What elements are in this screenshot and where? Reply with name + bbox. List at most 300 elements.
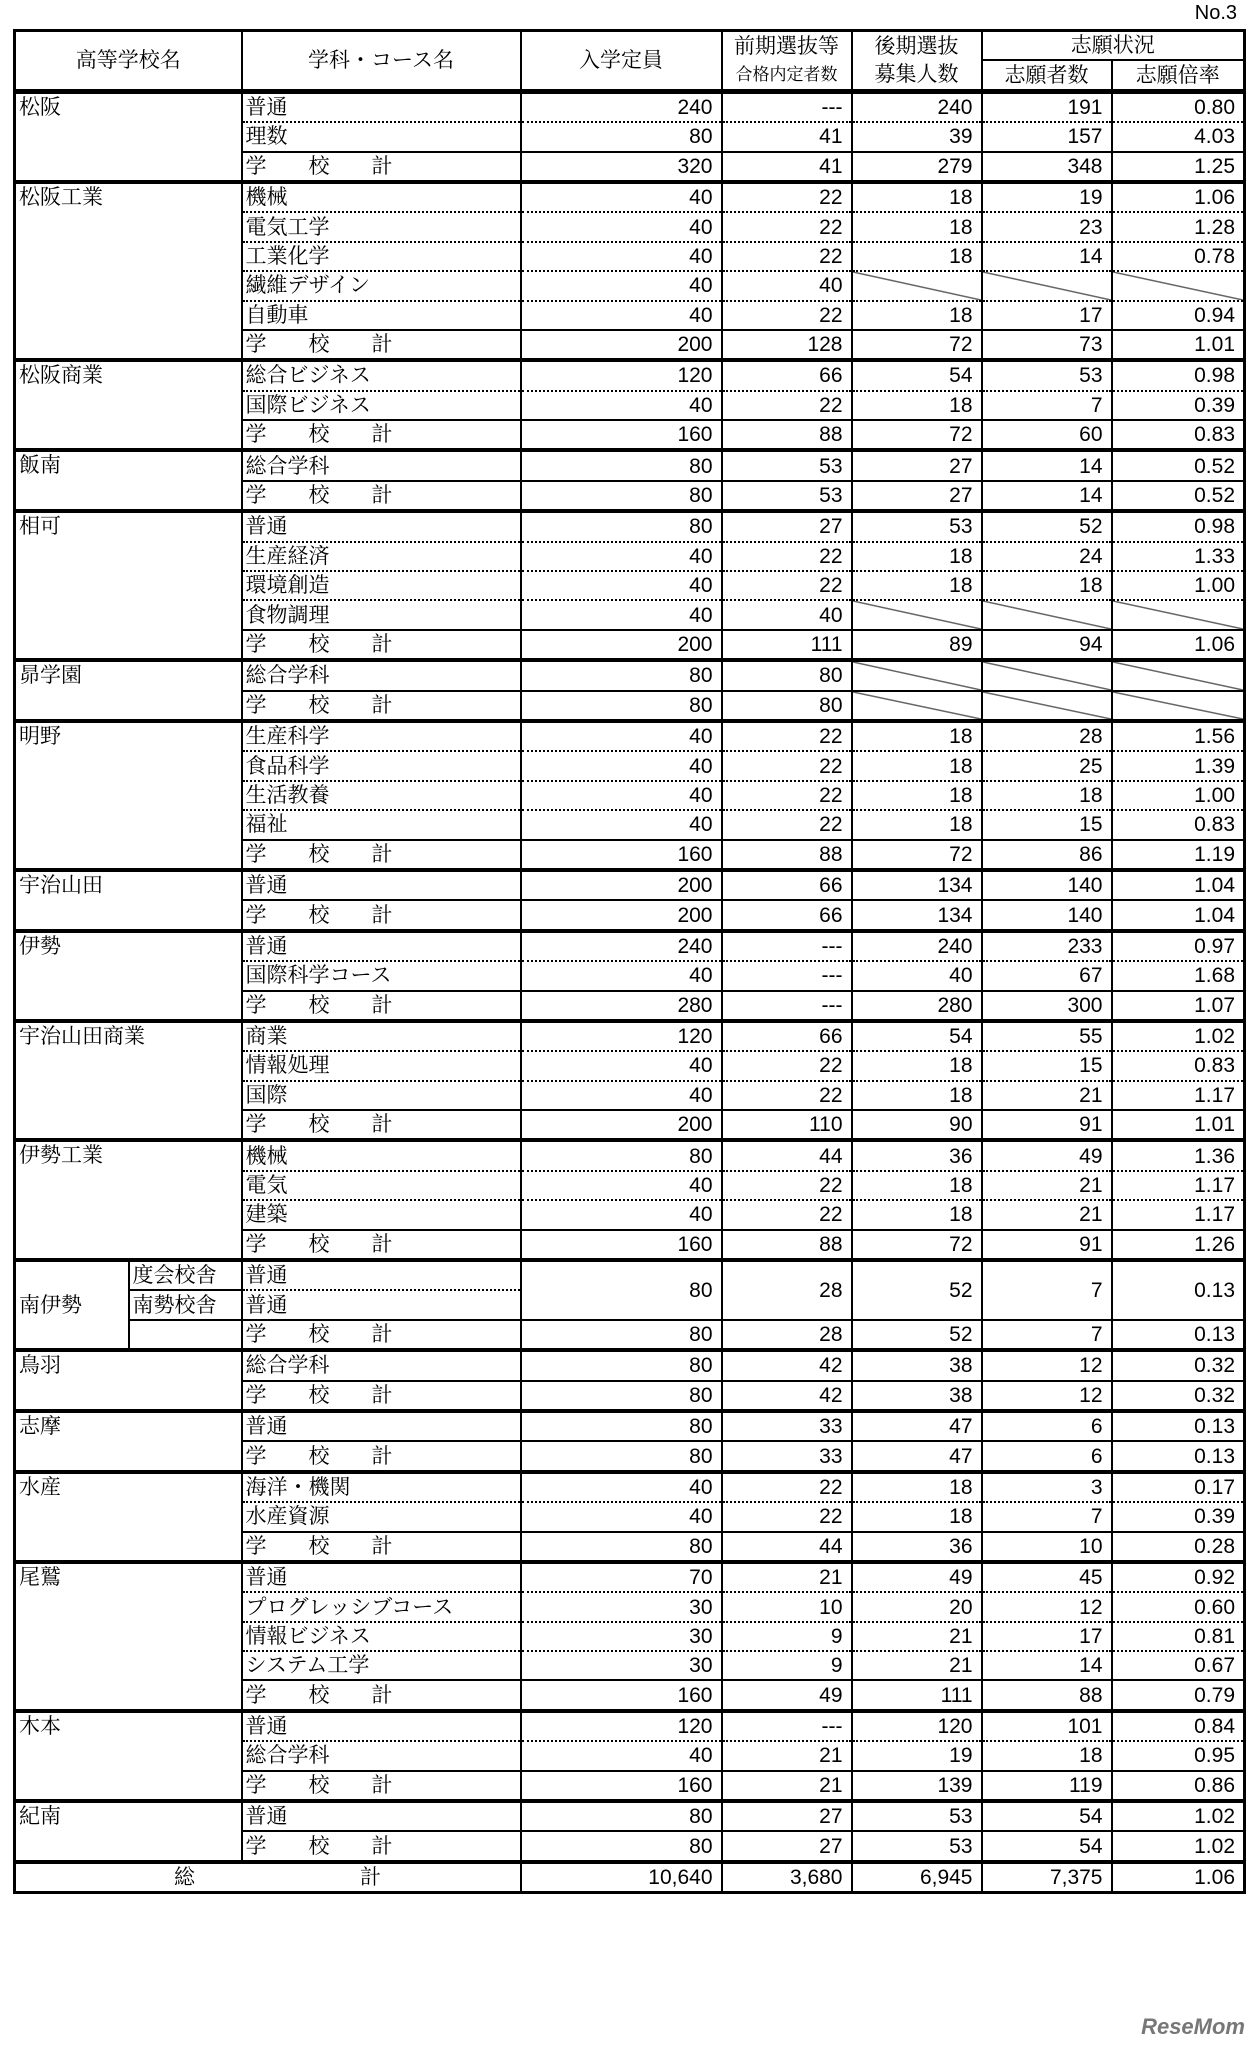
course-name: 総合学科 <box>242 1350 521 1380</box>
resemom-logo: ReseMom <box>1141 2014 1245 2039</box>
early-admitted-cell: 80 <box>722 660 852 690</box>
header-school: 高等学校名 <box>15 31 242 92</box>
capacity-cell: 80 <box>521 1831 722 1861</box>
capacity-cell: 80 <box>521 1140 722 1170</box>
applicants-cell: 15 <box>982 1051 1112 1080</box>
early-admitted-cell: 44 <box>722 1140 852 1170</box>
ratio-cell: 1.17 <box>1112 1200 1245 1229</box>
applicants-cell: 6 <box>982 1441 1112 1471</box>
course-name: 普通 <box>242 511 521 541</box>
late-quota-cell: 134 <box>852 900 982 930</box>
table-row <box>15 1711 1245 1741</box>
header-late-bottom: 募集人数 <box>852 60 982 91</box>
table-row <box>15 1260 1245 1290</box>
late-quota-cell: 18 <box>852 182 982 212</box>
subtotal-label: 学 校 計 <box>242 991 521 1021</box>
header-status: 志願状況 <box>982 31 1245 61</box>
late-quota-cell: 18 <box>852 751 982 780</box>
capacity-cell: 30 <box>521 1651 722 1680</box>
early-admitted-cell: 80 <box>722 691 852 721</box>
late-quota-cell: 54 <box>852 1021 982 1051</box>
subtotal-label: 学 校 計 <box>242 1771 521 1801</box>
ratio-cell: 0.52 <box>1112 450 1245 480</box>
capacity-cell: 40 <box>521 961 722 990</box>
applicants-cell: 19 <box>982 182 1112 212</box>
late-quota-cell-blank <box>852 600 982 629</box>
ratio-cell: 0.94 <box>1112 301 1245 330</box>
ratio-cell: 0.32 <box>1112 1350 1245 1380</box>
school-name: 紀南 <box>15 1801 242 1862</box>
early-admitted-cell: 27 <box>722 1831 852 1861</box>
applicants-cell: 94 <box>982 630 1112 660</box>
course-name: 水産資源 <box>242 1502 521 1531</box>
applicants-cell: 7,375 <box>982 1862 1112 1893</box>
course-name: 情報ビジネス <box>242 1622 521 1651</box>
ratio-cell-blank <box>1112 691 1245 721</box>
capacity-cell: 160 <box>521 1230 722 1260</box>
school-name: 明野 <box>15 721 242 870</box>
late-quota-cell: 72 <box>852 420 982 450</box>
late-quota-cell: 36 <box>852 1140 982 1170</box>
applicants-cell: 18 <box>982 571 1112 600</box>
early-admitted-cell: 33 <box>722 1411 852 1441</box>
grand-total-label <box>15 1862 521 1893</box>
header-early-top: 前期選抜等 <box>722 31 852 61</box>
course-name: 総合学科 <box>242 660 521 690</box>
ratio-cell: 0.78 <box>1112 242 1245 271</box>
ratio-cell: 1.00 <box>1112 571 1245 600</box>
early-admitted-cell: 110 <box>722 1110 852 1140</box>
applicants-cell: 21 <box>982 1171 1112 1200</box>
ratio-cell: 0.32 <box>1112 1381 1245 1411</box>
late-quota-cell: 89 <box>852 630 982 660</box>
late-quota-cell-blank <box>852 271 982 300</box>
ratio-cell: 0.84 <box>1112 1711 1245 1741</box>
late-quota-cell: 54 <box>852 360 982 390</box>
subtotal-label: 学 校 計 <box>242 900 521 930</box>
capacity-cell: 10,640 <box>521 1862 722 1893</box>
late-quota-cell: 279 <box>852 152 982 182</box>
course-name: 生産経済 <box>242 542 521 571</box>
late-quota-cell: 53 <box>852 511 982 541</box>
applicants-cell: 101 <box>982 1711 1112 1741</box>
ratio-cell: 4.03 <box>1112 122 1245 151</box>
early-admitted-cell: 22 <box>722 751 852 780</box>
capacity-cell: 40 <box>521 1472 722 1502</box>
page-number: No.3 <box>1194 2 1237 24</box>
early-admitted-cell: 22 <box>722 182 852 212</box>
capacity-cell: 80 <box>521 1260 722 1320</box>
applicants-cell: 49 <box>982 1140 1112 1170</box>
table-row <box>15 1140 1245 1170</box>
course-name: システム工学 <box>242 1651 521 1680</box>
capacity-cell: 30 <box>521 1592 722 1621</box>
course-name: 食物調理 <box>242 600 521 629</box>
early-admitted-cell: --- <box>722 991 852 1021</box>
early-admitted-cell: 66 <box>722 900 852 930</box>
campus-name: 南勢校舎 <box>129 1290 242 1319</box>
applicants-cell: 24 <box>982 542 1112 571</box>
capacity-cell: 80 <box>521 1350 722 1380</box>
grand-total-label-a: 総 <box>174 1866 195 1890</box>
applicants-cell: 14 <box>982 1651 1112 1680</box>
course-name: 普通 <box>242 870 521 900</box>
ratio-cell: 0.13 <box>1112 1260 1245 1320</box>
early-admitted-cell: 22 <box>722 542 852 571</box>
early-admitted-cell: 10 <box>722 1592 852 1621</box>
applicants-cell: 52 <box>982 511 1112 541</box>
early-admitted-cell: 22 <box>722 1171 852 1200</box>
late-quota-cell: 38 <box>852 1350 982 1380</box>
early-admitted-cell: 9 <box>722 1622 852 1651</box>
school-name: 尾鷲 <box>15 1562 242 1711</box>
course-name: 総合ビジネス <box>242 360 521 390</box>
header-capacity: 入学定員 <box>521 31 722 92</box>
applicants-cell: 7 <box>982 1320 1112 1350</box>
capacity-cell: 40 <box>521 1081 722 1110</box>
capacity-cell: 80 <box>521 511 722 541</box>
table-row <box>15 182 1245 212</box>
late-quota-cell: 18 <box>852 301 982 330</box>
subtotal-label: 学 校 計 <box>242 1230 521 1260</box>
applicants-cell: 7 <box>982 1260 1112 1320</box>
ratio-cell: 1.01 <box>1112 330 1245 360</box>
early-admitted-cell: 128 <box>722 330 852 360</box>
late-quota-cell: 27 <box>852 450 982 480</box>
table-row <box>15 870 1245 900</box>
course-name: 普通 <box>242 1411 521 1441</box>
subtotal-label: 学 校 計 <box>242 1381 521 1411</box>
applicants-cell: 67 <box>982 961 1112 990</box>
late-quota-cell: 18 <box>852 391 982 420</box>
late-quota-cell: 47 <box>852 1411 982 1441</box>
late-quota-cell: 21 <box>852 1651 982 1680</box>
course-name: 電気工学 <box>242 212 521 241</box>
applicants-cell: 233 <box>982 931 1112 961</box>
early-admitted-cell: 27 <box>722 1801 852 1831</box>
late-quota-cell: 18 <box>852 810 982 839</box>
late-quota-cell: 19 <box>852 1741 982 1770</box>
early-admitted-cell: 22 <box>722 1200 852 1229</box>
ratio-cell: 1.06 <box>1112 1862 1245 1893</box>
capacity-cell: 40 <box>521 810 722 839</box>
late-quota-cell: 6,945 <box>852 1862 982 1893</box>
empty-cell <box>129 1320 242 1350</box>
ratio-cell: 0.67 <box>1112 1651 1245 1680</box>
school-name: 飯南 <box>15 450 242 511</box>
ratio-cell: 0.39 <box>1112 391 1245 420</box>
applicants-cell: 300 <box>982 991 1112 1021</box>
early-admitted-cell: 53 <box>722 481 852 511</box>
course-name: 普通 <box>242 1562 521 1592</box>
late-quota-cell: 18 <box>852 1502 982 1531</box>
course-name: 普通 <box>242 1801 521 1831</box>
late-quota-cell: 72 <box>852 1230 982 1260</box>
capacity-cell: 40 <box>521 301 722 330</box>
applicants-cell: 91 <box>982 1110 1112 1140</box>
ratio-cell: 1.17 <box>1112 1081 1245 1110</box>
subtotal-row <box>15 1320 1245 1350</box>
grand-total-label-b: 計 <box>360 1866 381 1890</box>
ratio-cell: 0.83 <box>1112 1051 1245 1080</box>
capacity-cell: 40 <box>521 781 722 810</box>
capacity-cell: 240 <box>521 91 722 122</box>
applicants-cell: 10 <box>982 1532 1112 1562</box>
applicants-cell: 91 <box>982 1230 1112 1260</box>
ratio-cell: 0.52 <box>1112 481 1245 511</box>
applicants-cell: 6 <box>982 1411 1112 1441</box>
ratio-cell: 1.06 <box>1112 182 1245 212</box>
campus-name: 度会校舎 <box>129 1260 242 1290</box>
school-name: 志摩 <box>15 1411 242 1472</box>
late-quota-cell: 111 <box>852 1680 982 1710</box>
header-applicants: 志願者数 <box>982 60 1112 91</box>
early-admitted-cell: 9 <box>722 1651 852 1680</box>
course-name: 自動車 <box>242 301 521 330</box>
capacity-cell: 40 <box>521 1502 722 1531</box>
capacity-cell: 120 <box>521 1711 722 1741</box>
grand-total-row <box>15 1862 1245 1893</box>
early-admitted-cell: 22 <box>722 810 852 839</box>
early-admitted-cell: --- <box>722 1711 852 1741</box>
ratio-cell: 1.36 <box>1112 1140 1245 1170</box>
early-admitted-cell: --- <box>722 91 852 122</box>
early-admitted-cell: 28 <box>722 1260 852 1320</box>
late-quota-cell: 49 <box>852 1562 982 1592</box>
early-admitted-cell: 22 <box>722 781 852 810</box>
late-quota-cell: 280 <box>852 991 982 1021</box>
applicants-cell: 12 <box>982 1592 1112 1621</box>
ratio-cell-blank <box>1112 600 1245 629</box>
applicants-cell: 21 <box>982 1200 1112 1229</box>
course-name: 普通 <box>242 1711 521 1741</box>
course-name: 商業 <box>242 1021 521 1051</box>
ratio-cell-blank <box>1112 660 1245 690</box>
applicants-cell-blank <box>982 691 1112 721</box>
school-name: 松阪商業 <box>15 360 242 450</box>
school-name: 伊勢 <box>15 931 242 1021</box>
ratio-cell: 1.33 <box>1112 542 1245 571</box>
course-name: 総合学科 <box>242 450 521 480</box>
subtotal-label: 学 校 計 <box>242 691 521 721</box>
late-quota-cell: 18 <box>852 1171 982 1200</box>
capacity-cell: 160 <box>521 840 722 870</box>
table-row <box>15 1021 1245 1051</box>
capacity-cell: 240 <box>521 931 722 961</box>
ratio-cell: 0.80 <box>1112 91 1245 122</box>
ratio-cell: 1.39 <box>1112 751 1245 780</box>
ratio-cell: 0.97 <box>1112 931 1245 961</box>
late-quota-cell: 134 <box>852 870 982 900</box>
ratio-cell: 1.02 <box>1112 1021 1245 1051</box>
capacity-cell: 70 <box>521 1562 722 1592</box>
early-admitted-cell: 44 <box>722 1532 852 1562</box>
applicants-cell: 86 <box>982 840 1112 870</box>
capacity-cell: 160 <box>521 1771 722 1801</box>
table-row <box>15 1411 1245 1441</box>
early-admitted-cell: 22 <box>722 1081 852 1110</box>
subtotal-label: 学 校 計 <box>242 630 521 660</box>
late-quota-cell: 27 <box>852 481 982 511</box>
course-name: 国際科学コース <box>242 961 521 990</box>
early-admitted-cell: 66 <box>722 1021 852 1051</box>
ratio-cell: 1.25 <box>1112 152 1245 182</box>
ratio-cell: 0.28 <box>1112 1532 1245 1562</box>
capacity-cell: 40 <box>521 1171 722 1200</box>
late-quota-cell: 18 <box>852 542 982 571</box>
ratio-cell: 0.98 <box>1112 360 1245 390</box>
early-admitted-cell: 22 <box>722 242 852 271</box>
course-name: 福祉 <box>242 810 521 839</box>
late-quota-cell: 38 <box>852 1381 982 1411</box>
early-admitted-cell: 40 <box>722 271 852 300</box>
subtotal-label: 学 校 計 <box>242 152 521 182</box>
applicants-cell: 12 <box>982 1350 1112 1380</box>
ratio-cell: 1.28 <box>1112 212 1245 241</box>
late-quota-cell: 18 <box>852 1472 982 1502</box>
ratio-cell: 1.04 <box>1112 900 1245 930</box>
early-admitted-cell: 22 <box>722 1502 852 1531</box>
late-quota-cell: 18 <box>852 242 982 271</box>
early-admitted-cell: 22 <box>722 1472 852 1502</box>
ratio-cell: 0.13 <box>1112 1441 1245 1471</box>
course-name: 工業化学 <box>242 242 521 271</box>
late-quota-cell: 240 <box>852 931 982 961</box>
capacity-cell: 40 <box>521 212 722 241</box>
ratio-cell: 1.02 <box>1112 1801 1245 1831</box>
late-quota-cell: 18 <box>852 781 982 810</box>
capacity-cell: 40 <box>521 271 722 300</box>
table-row <box>15 1801 1245 1831</box>
applicants-cell: 45 <box>982 1562 1112 1592</box>
late-quota-cell-blank <box>852 660 982 690</box>
early-admitted-cell: 66 <box>722 360 852 390</box>
late-quota-cell: 18 <box>852 1051 982 1080</box>
course-name: 普通 <box>242 1290 521 1319</box>
capacity-cell: 80 <box>521 1320 722 1350</box>
applicants-cell: 53 <box>982 360 1112 390</box>
applicants-cell: 73 <box>982 330 1112 360</box>
ratio-cell: 1.17 <box>1112 1171 1245 1200</box>
ratio-cell: 1.19 <box>1112 840 1245 870</box>
course-name: 環境創造 <box>242 571 521 600</box>
applicants-cell: 15 <box>982 810 1112 839</box>
capacity-cell: 40 <box>521 751 722 780</box>
capacity-cell: 80 <box>521 1801 722 1831</box>
late-quota-cell: 72 <box>852 840 982 870</box>
late-quota-cell: 18 <box>852 1081 982 1110</box>
ratio-cell: 1.00 <box>1112 781 1245 810</box>
capacity-cell: 80 <box>521 450 722 480</box>
applicants-cell: 140 <box>982 870 1112 900</box>
applicants-cell-blank <box>982 660 1112 690</box>
subtotal-label: 学 校 計 <box>242 1680 521 1710</box>
late-quota-cell: 139 <box>852 1771 982 1801</box>
applicants-cell: 157 <box>982 122 1112 151</box>
capacity-cell: 200 <box>521 870 722 900</box>
course-name: 国際 <box>242 1081 521 1110</box>
course-name: 国際ビジネス <box>242 391 521 420</box>
table-row <box>15 1350 1245 1380</box>
early-admitted-cell: 88 <box>722 840 852 870</box>
course-name: 食品科学 <box>242 751 521 780</box>
early-admitted-cell: 21 <box>722 1771 852 1801</box>
late-quota-cell: 72 <box>852 330 982 360</box>
course-name: 普通 <box>242 931 521 961</box>
ratio-cell: 0.79 <box>1112 1680 1245 1710</box>
subtotal-label: 学 校 計 <box>242 1441 521 1471</box>
school-name: 木本 <box>15 1711 242 1801</box>
ratio-cell: 0.95 <box>1112 1741 1245 1770</box>
early-admitted-cell: 41 <box>722 152 852 182</box>
course-name: 電気 <box>242 1171 521 1200</box>
capacity-cell: 40 <box>521 391 722 420</box>
course-name: 海洋・機関 <box>242 1472 521 1502</box>
ratio-cell: 0.83 <box>1112 810 1245 839</box>
course-name: 普通 <box>242 1260 521 1290</box>
early-admitted-cell: 111 <box>722 630 852 660</box>
ratio-cell: 0.92 <box>1112 1562 1245 1592</box>
course-name: 建築 <box>242 1200 521 1229</box>
course-name: 理数 <box>242 122 521 151</box>
late-quota-cell: 47 <box>852 1441 982 1471</box>
table-row <box>15 360 1245 390</box>
ratio-cell: 0.13 <box>1112 1411 1245 1441</box>
capacity-cell: 80 <box>521 691 722 721</box>
late-quota-cell: 39 <box>852 122 982 151</box>
capacity-cell: 80 <box>521 481 722 511</box>
late-quota-cell: 20 <box>852 1592 982 1621</box>
early-admitted-cell: --- <box>722 961 852 990</box>
capacity-cell: 80 <box>521 660 722 690</box>
course-name: 総合学科 <box>242 1741 521 1770</box>
applicants-cell-blank <box>982 600 1112 629</box>
early-admitted-cell: --- <box>722 931 852 961</box>
ratio-cell: 0.98 <box>1112 511 1245 541</box>
ratio-cell: 1.56 <box>1112 721 1245 751</box>
late-quota-cell: 36 <box>852 1532 982 1562</box>
capacity-cell: 40 <box>521 1741 722 1770</box>
early-admitted-cell: 40 <box>722 600 852 629</box>
applicants-cell: 55 <box>982 1021 1112 1051</box>
ratio-cell: 0.86 <box>1112 1771 1245 1801</box>
subtotal-label: 学 校 計 <box>242 1110 521 1140</box>
capacity-cell: 120 <box>521 360 722 390</box>
late-quota-cell: 40 <box>852 961 982 990</box>
applicants-cell: 7 <box>982 1502 1112 1531</box>
ratio-cell: 0.60 <box>1112 1592 1245 1621</box>
school-name: 相可 <box>15 511 242 660</box>
applicants-cell: 14 <box>982 450 1112 480</box>
subtotal-label: 学 校 計 <box>242 1320 521 1350</box>
capacity-cell: 200 <box>521 330 722 360</box>
early-admitted-cell: 66 <box>722 870 852 900</box>
applicants-cell-blank <box>982 271 1112 300</box>
capacity-cell: 80 <box>521 1441 722 1471</box>
late-quota-cell: 240 <box>852 91 982 122</box>
applicants-cell: 140 <box>982 900 1112 930</box>
applicants-cell: 88 <box>982 1680 1112 1710</box>
school-name: 鳥羽 <box>15 1350 242 1411</box>
subtotal-label: 学 校 計 <box>242 330 521 360</box>
ratio-cell: 0.17 <box>1112 1472 1245 1502</box>
applicants-cell: 60 <box>982 420 1112 450</box>
late-quota-cell: 18 <box>852 1200 982 1229</box>
applicants-cell: 7 <box>982 391 1112 420</box>
ratio-cell: 1.04 <box>1112 870 1245 900</box>
ratio-cell: 1.02 <box>1112 1831 1245 1861</box>
applicants-cell: 23 <box>982 212 1112 241</box>
